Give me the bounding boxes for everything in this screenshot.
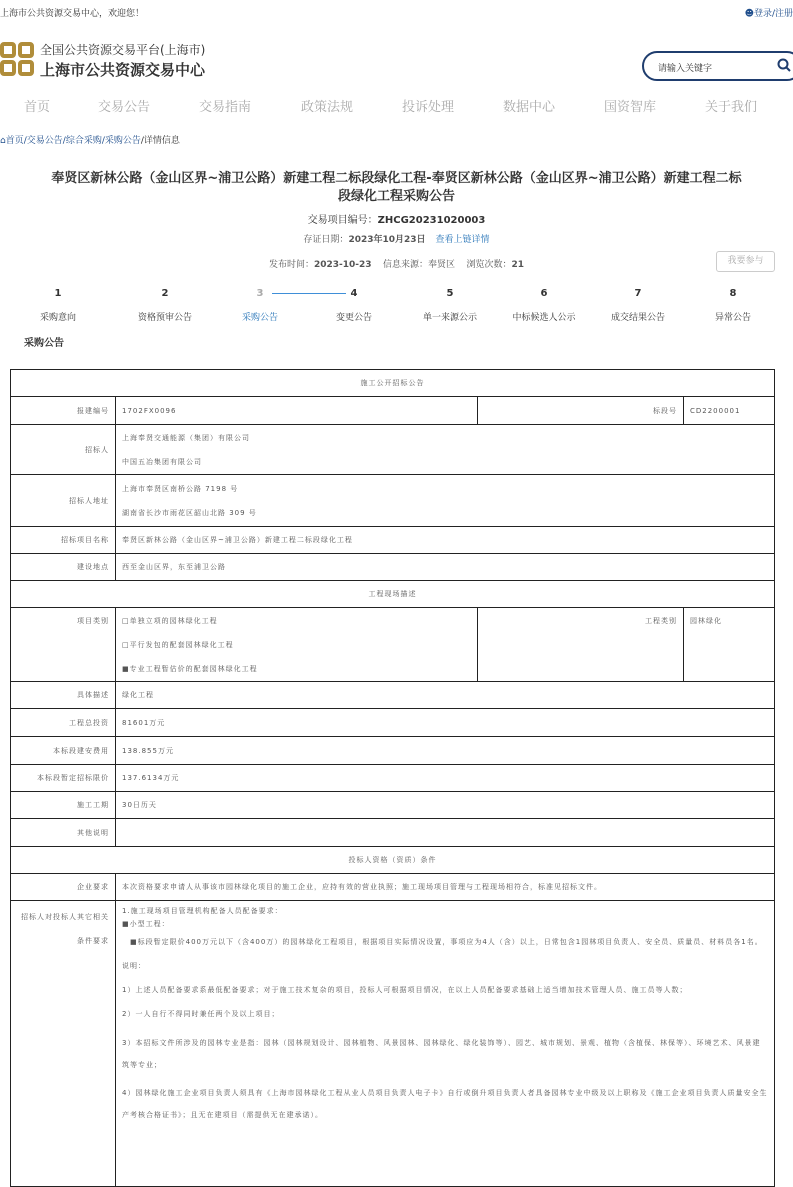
site-label: 建设地点 <box>11 554 116 581</box>
views-label: 浏览次数： <box>466 260 512 270</box>
cert-label: 存证日期： <box>303 235 349 245</box>
step-label: 采购公告 <box>241 313 278 323</box>
limit-label: 本标段暂定招标限价 <box>11 765 116 792</box>
crumb-home[interactable]: 首页/ <box>5 136 27 146</box>
nav-announcements[interactable]: 交易公告 <box>98 100 151 115</box>
step-4[interactable] <box>314 288 394 323</box>
page-title: 奉贤区新林公路（金山区界~浦卫公路）新建工程二标段绿化工程-奉贤区新林公路（金山区界~浦卫公路）新建工程二标段绿化工程采购公告 <box>51 171 742 204</box>
nav-about[interactable]: 关于我们 <box>705 100 758 115</box>
step-5[interactable] <box>410 288 490 323</box>
cost-label: 本标段建安费用 <box>11 737 116 765</box>
pub-date: 2023-10-23 <box>313 260 372 270</box>
address-1: 上海市奉贤区南桥公路 7198 号 <box>122 484 239 493</box>
category-option-1: □单独立项的园林绿化工程 <box>122 616 218 625</box>
period-value: 30日历天 <box>116 792 775 819</box>
step-label: 中标候选人公示 <box>512 313 576 323</box>
other-label: 其他说明 <box>11 819 116 847</box>
publish-info <box>0 257 793 270</box>
step-number: 4 <box>350 288 358 299</box>
qualification-title: 投标人资格（资质）条件 <box>11 847 775 874</box>
step-label: 采购意向 <box>39 313 76 323</box>
pub-label: 发布时间： <box>268 260 314 270</box>
nav-policy[interactable]: 政策法规 <box>301 100 354 115</box>
invest-value: 81601万元 <box>116 709 775 737</box>
nav-complaints[interactable]: 投诉处理 <box>402 100 455 115</box>
crumb-procurement[interactable]: /综合采购 <box>62 136 102 146</box>
step-number: 3 <box>256 288 264 299</box>
nav-home[interactable]: 首页 <box>24 100 51 115</box>
step-number: 8 <box>729 288 737 299</box>
eng-type-value: 园林绿化 <box>684 608 775 682</box>
condition-line: 说明： <box>122 962 146 970</box>
step-label: 单一来源公示 <box>422 313 477 323</box>
join-button[interactable]: 我要参与 <box>716 251 775 272</box>
main-nav <box>0 96 793 118</box>
enterprise-label: 企业要求 <box>11 874 116 901</box>
overview-title: 工程现场描述 <box>11 581 775 608</box>
project-number <box>0 211 793 226</box>
step-label: 变更公告 <box>335 313 372 323</box>
site-title: 上海市公共资源交易中心 <box>40 61 206 79</box>
step-number: 2 <box>161 288 169 299</box>
nav-think-tank[interactable]: 国资智库 <box>604 100 657 115</box>
logo-icon <box>0 42 34 76</box>
source-value: 奉贤区 <box>428 260 456 270</box>
step-8[interactable] <box>693 288 773 323</box>
condition-line: 1.施工现场项目管理机构配备人员配备要求： <box>122 907 283 915</box>
enterprise-value: 本次资格要求申请人从事该市园林绿化项目的施工企业，应持有效的营业执照；施工现场项目管理与工程现场相符合，标准见招标文件。 <box>116 874 775 901</box>
chain-detail-link[interactable]: 查看上链详情 <box>435 235 490 245</box>
eng-type-label: 工程类别 <box>478 608 684 682</box>
desc-value: 绿化工程 <box>116 682 775 709</box>
invest-label: 工程总投资 <box>11 709 116 737</box>
step-label: 资格预审公告 <box>137 313 192 323</box>
limit-value: 137.6134万元 <box>116 765 775 792</box>
project-number-value: ZHCG20231020003 <box>377 215 486 226</box>
step-1[interactable] <box>18 288 98 323</box>
cert-info <box>0 232 793 245</box>
period-label: 施工工期 <box>11 792 116 819</box>
condition-line: ■标段暂定限价400万元以下（含400万）的园林绿化工程项目，根据项目实际情况设置，事项应为4人（含）以上，日常包含1园林项目负责人、安全员、质量员、材料员各1名。 <box>130 938 763 946</box>
search-input[interactable]: 请输入关键字 <box>642 51 793 81</box>
conditions-label-2: 条件要求 <box>77 937 109 945</box>
tenderer-1: 上海奉贤交通能源（集团）有限公司 <box>122 433 250 442</box>
step-label: 成交结果公告 <box>610 313 665 323</box>
step-3[interactable] <box>220 288 300 323</box>
step-label: 异常公告 <box>714 313 751 323</box>
step-number: 5 <box>446 288 454 299</box>
condition-line: 3）本招标文件所涉及的园林专业是指：园林（园林规划设计、园林植物、风景园林、园林绿化、绿化装饰等）、园艺、城市规划、景观、植物（含植保、林保等）、环境艺术、风景建筑等专业； <box>122 1039 761 1069</box>
project-name-value: 奉贤区新林公路（金山区界~浦卫公路）新建工程二标段绿化工程 <box>116 527 775 554</box>
cost-value: 138.855万元 <box>116 737 775 765</box>
cert-date: 2023年10月23日 <box>348 235 426 245</box>
step-7[interactable] <box>598 288 678 323</box>
desc-label: 具体描述 <box>11 682 116 709</box>
condition-line: 2）一人自行不得同时兼任两个及以上项目； <box>122 1010 280 1018</box>
project-number-label: 交易项目编号： <box>307 215 378 226</box>
nav-guide[interactable]: 交易指南 <box>199 100 252 115</box>
views-value: 21 <box>511 260 525 270</box>
project-name-label: 招标项目名称 <box>11 527 116 554</box>
category-option-2: □平行发包的配套园林绿化工程 <box>122 640 234 649</box>
reg-no-value: 1702FX0096 <box>116 397 478 425</box>
reg-no-label: 报建编号 <box>11 397 116 425</box>
login-label: 登录/注册 <box>753 9 793 19</box>
category-option-3: ■专业工程暂估价的配套园林绿化工程 <box>122 664 258 673</box>
user-icon: ☻ <box>744 9 754 19</box>
breadcrumb <box>0 133 180 146</box>
site-value: 西至金山区界，东至浦卫公路 <box>116 554 775 581</box>
source-label: 信息来源： <box>383 260 429 270</box>
lot-label: 标段号 <box>478 397 684 425</box>
condition-line: 1）上述人员配备要求系最低配备要求；对于施工技术复杂的项目，投标人可根据项目情况，在以上人员配备要求基础上适当增加技术管理人员、施工员等人数； <box>122 986 688 994</box>
condition-line: ■小型工程： <box>122 920 170 928</box>
tenderer-2: 中国五冶集团有限公司 <box>122 457 202 466</box>
nav-data[interactable]: 数据中心 <box>503 100 556 115</box>
table-title: 施工公开招标公告 <box>11 370 775 397</box>
address-2: 湖南省长沙市雨花区韶山北路 309 号 <box>122 508 257 517</box>
crumb-purchase-notice[interactable]: /采购公告 <box>101 136 141 146</box>
lot-value: CD2200001 <box>684 397 775 425</box>
home-icon: ⌂ <box>0 136 6 146</box>
step-number: 1 <box>54 288 62 299</box>
category-label: 项目类别 <box>11 608 116 682</box>
address-label: 招标人地址 <box>11 475 116 527</box>
step-number: 7 <box>634 288 642 299</box>
login-link[interactable] <box>745 6 793 19</box>
other-value <box>116 819 775 847</box>
crumb-announcements[interactable]: 交易公告 <box>26 136 63 146</box>
search-icon[interactable] <box>777 58 791 72</box>
step-2[interactable] <box>125 288 205 323</box>
step-6[interactable] <box>504 288 584 323</box>
condition-line: 4）园林绿化施工企业项目负责人须具有《上海市园林绿化工程从业人员项目负责人电子卡》自行或倒升项目负责人者具备园林专业中级及以上职称及《施工企业项目负责人质量安全生产考核合格证书》；且无在建项目（需提供无在建承诺）。 <box>122 1089 768 1119</box>
step-number: 6 <box>540 288 548 299</box>
tenderer-label: 招标人 <box>11 425 116 475</box>
platform-subtitle: 全国公共资源交易平台(上海市) <box>40 43 206 57</box>
conditions-label-1: 招标人对投标人其它相关 <box>21 913 109 921</box>
section-title: 采购公告 <box>24 338 64 349</box>
notice-table <box>10 369 775 1187</box>
crumb-current: /详情信息 <box>140 136 180 146</box>
welcome-text: 上海市公共资源交易中心，欢迎您！ <box>0 9 145 19</box>
